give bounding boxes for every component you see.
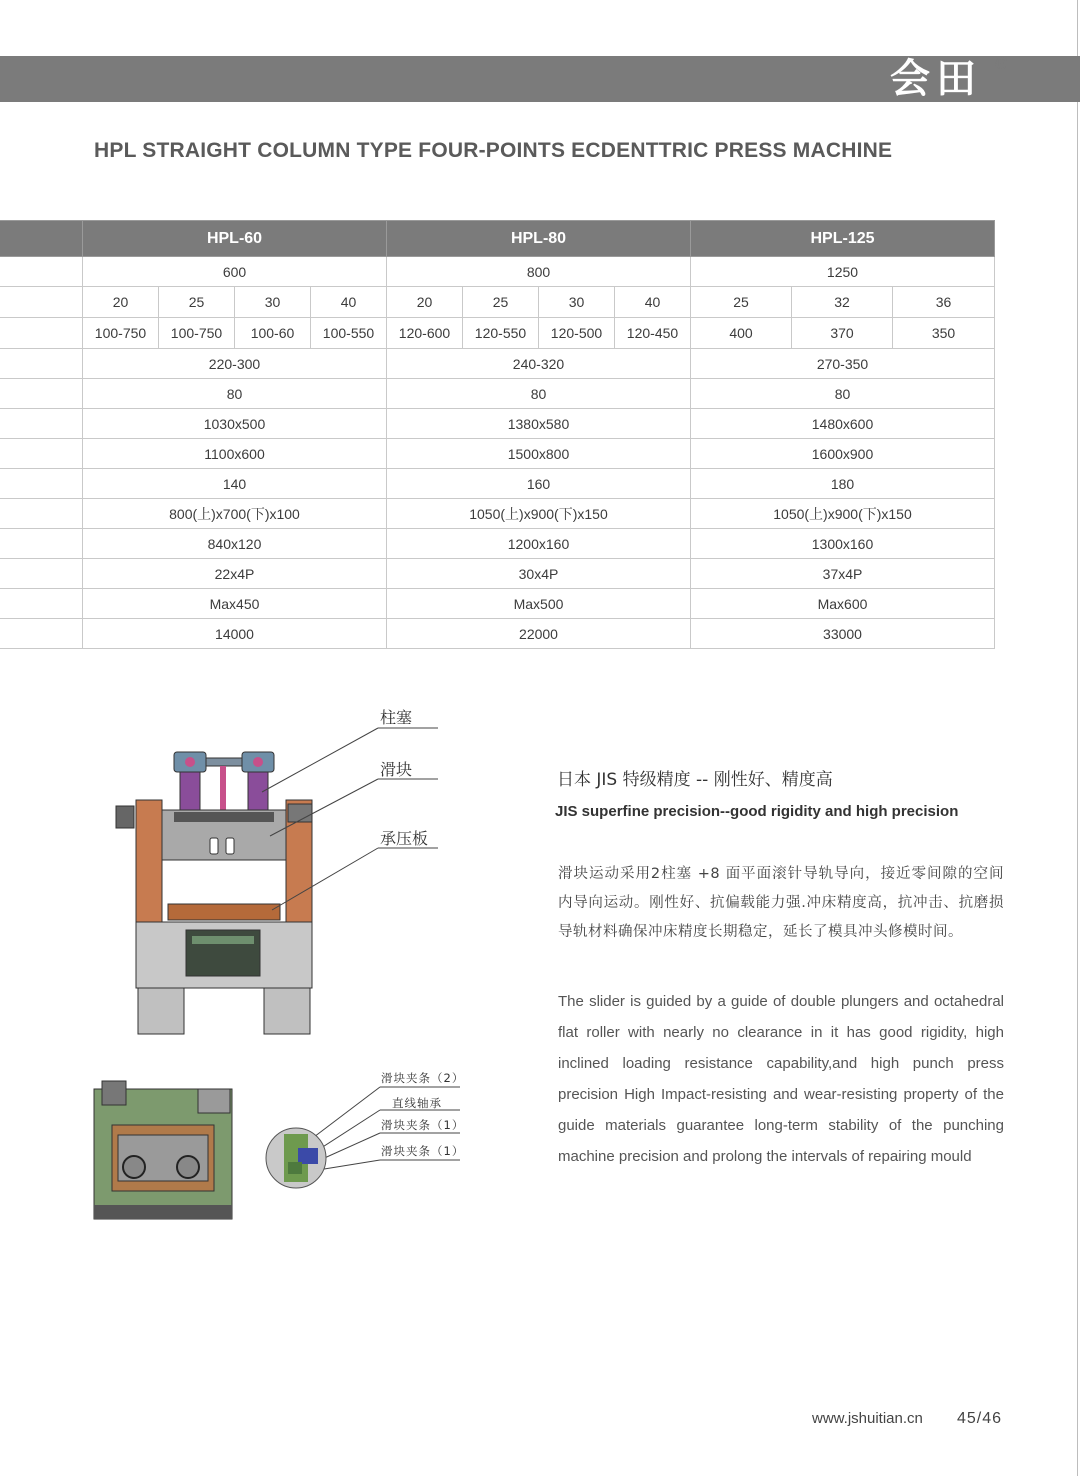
table-cell: 240-320 (387, 349, 691, 379)
row-label-cell (0, 349, 83, 379)
row-label-cell (0, 439, 83, 469)
spec-table (0, 220, 995, 649)
table-cell: 120-450 (615, 318, 691, 349)
table-cell: 30 (539, 287, 615, 318)
row-label-cell (0, 619, 83, 649)
label-clamp-2: 滑块夹条（2） (381, 1071, 465, 1085)
row-label-cell (0, 499, 83, 529)
row-label-cell (0, 469, 83, 499)
table-row (0, 379, 995, 409)
table-row (0, 499, 995, 529)
model-header: HPL-60 (83, 221, 387, 257)
row-label-cell (0, 409, 83, 439)
row-label-cell (0, 379, 83, 409)
page-title: HPL STRAIGHT COLUMN TYPE FOUR-POINTS ECDENTTRIC PRESS MACHINE (94, 139, 893, 162)
table-cell: 1030x500 (83, 409, 387, 439)
table-cell: 100-60 (235, 318, 311, 349)
table-cell: 1050(上)x900(下)x150 (387, 499, 691, 529)
footer-url: www.jshuitian.cn (812, 1410, 923, 1427)
table-cell: 180 (691, 469, 995, 499)
table-cell: 25 (463, 287, 539, 318)
feature-body-cn: 滑块运动采用2柱塞 +8 面平面滚针导轨导向，接近零间隙的空间内导向运动。刚性好、抗偏载能力强.冲床精度高，抗冲击、抗磨损导轨材料确保冲床精度长期稳定，延长了模具冲头修模时间。 (558, 866, 1004, 940)
label-slider: 滑块 (380, 760, 413, 779)
table-cell: 1380x580 (387, 409, 691, 439)
table-cell: 25 (691, 287, 792, 318)
table-cell: 120-500 (539, 318, 615, 349)
model-header: HPL-125 (691, 221, 995, 257)
registered-mark: ® (993, 54, 1010, 74)
table-cell: 1300x160 (691, 529, 995, 559)
row-label-cell (0, 318, 83, 349)
row-label-cell (0, 589, 83, 619)
table-cell: 1050(上)x900(下)x150 (691, 499, 995, 529)
table-cell: 80 (387, 379, 691, 409)
table-row (0, 318, 995, 349)
table-cell: 22x4P (83, 559, 387, 589)
table-cell: 32 (792, 287, 893, 318)
feature-body-en: The slider is guided by a guide of double plungers and octahedral flat roller with nearly no clearance in it has good rigidity, high inclined loading resistance capability,and high punch press precision High Impact-resisting and wear-resisting property of the guide materials guarantee long-term stability of the punching machine precision and prolong the intervals of repairing mould (558, 993, 1004, 1165)
table-cell: 400 (691, 318, 792, 349)
table-cell: 1500x800 (387, 439, 691, 469)
table-cell: 160 (387, 469, 691, 499)
feature-heading-cn: 日本 JIS 特级精度 -- 刚性好、精度高 (557, 770, 833, 790)
table-row (0, 469, 995, 499)
table-cell: 1480x600 (691, 409, 995, 439)
table-cell: 22000 (387, 619, 691, 649)
table-cell: 140 (83, 469, 387, 499)
table-cell: 30x4P (387, 559, 691, 589)
table-cell: 80 (83, 379, 387, 409)
label-clamp-1: 滑块夹条（1） (381, 1144, 465, 1158)
table-cell: 36 (893, 287, 995, 318)
table-cell: 80 (691, 379, 995, 409)
table-cell: 14000 (83, 619, 387, 649)
table-row (0, 529, 995, 559)
label-linear-bearing: 直线轴承 (392, 1096, 442, 1110)
table-cell: 25 (159, 287, 235, 318)
page-edge-line (1077, 0, 1078, 1476)
table-cell: 100-750 (83, 318, 159, 349)
table-cell: 30 (235, 287, 311, 318)
row-label-cell (0, 257, 83, 287)
table-cell: 840x120 (83, 529, 387, 559)
table-cell: 1250 (691, 257, 995, 287)
slider-top-view-illustration (88, 1075, 238, 1225)
table-cell: 40 (615, 287, 691, 318)
table-row (0, 589, 995, 619)
table-cell: Max450 (83, 589, 387, 619)
table-cell: 20 (83, 287, 159, 318)
table-cell: 220-300 (83, 349, 387, 379)
table-cell: 370 (792, 318, 893, 349)
label-bolster: 承压板 (380, 829, 429, 848)
label-clamp-1: 滑块夹条（1） (381, 1118, 465, 1132)
table-row (0, 287, 995, 318)
row-label-cell (0, 287, 83, 318)
table-cell: 1600x900 (691, 439, 995, 469)
table-cell: 20 (387, 287, 463, 318)
table-row (0, 619, 995, 649)
table-cell: 350 (893, 318, 995, 349)
table-row (0, 349, 995, 379)
feature-heading-en: JIS superfine precision--good rigidity and high precision (555, 803, 959, 820)
row-label-cell (0, 529, 83, 559)
row-label-cell (0, 559, 83, 589)
table-row (0, 439, 995, 469)
brand-logo: 会田 (890, 56, 982, 102)
table-cell: 120-550 (463, 318, 539, 349)
label-plunger: 柱塞 (380, 708, 413, 727)
table-cell: Max500 (387, 589, 691, 619)
table-cell: 100-550 (311, 318, 387, 349)
table-row (0, 409, 995, 439)
table-cell: 270-350 (691, 349, 995, 379)
table-cell: 120-600 (387, 318, 463, 349)
table-cell: 800(上)x700(下)x100 (83, 499, 387, 529)
table-cell: 1100x600 (83, 439, 387, 469)
table-cell: 37x4P (691, 559, 995, 589)
model-header: HPL-80 (387, 221, 691, 257)
table-row (0, 257, 995, 287)
table-cell: 600 (83, 257, 387, 287)
press-machine-illustration (108, 700, 318, 1040)
table-header-blank (0, 221, 83, 257)
table-cell: 100-750 (159, 318, 235, 349)
table-cell: Max600 (691, 589, 995, 619)
table-cell: 33000 (691, 619, 995, 649)
table-cell: 40 (311, 287, 387, 318)
table-row (0, 559, 995, 589)
table-cell: 1200x160 (387, 529, 691, 559)
table-cell: 800 (387, 257, 691, 287)
guide-detail-illustration (262, 1122, 334, 1194)
page-number: 45/46 (957, 1410, 1003, 1427)
table-header-row (0, 221, 995, 257)
